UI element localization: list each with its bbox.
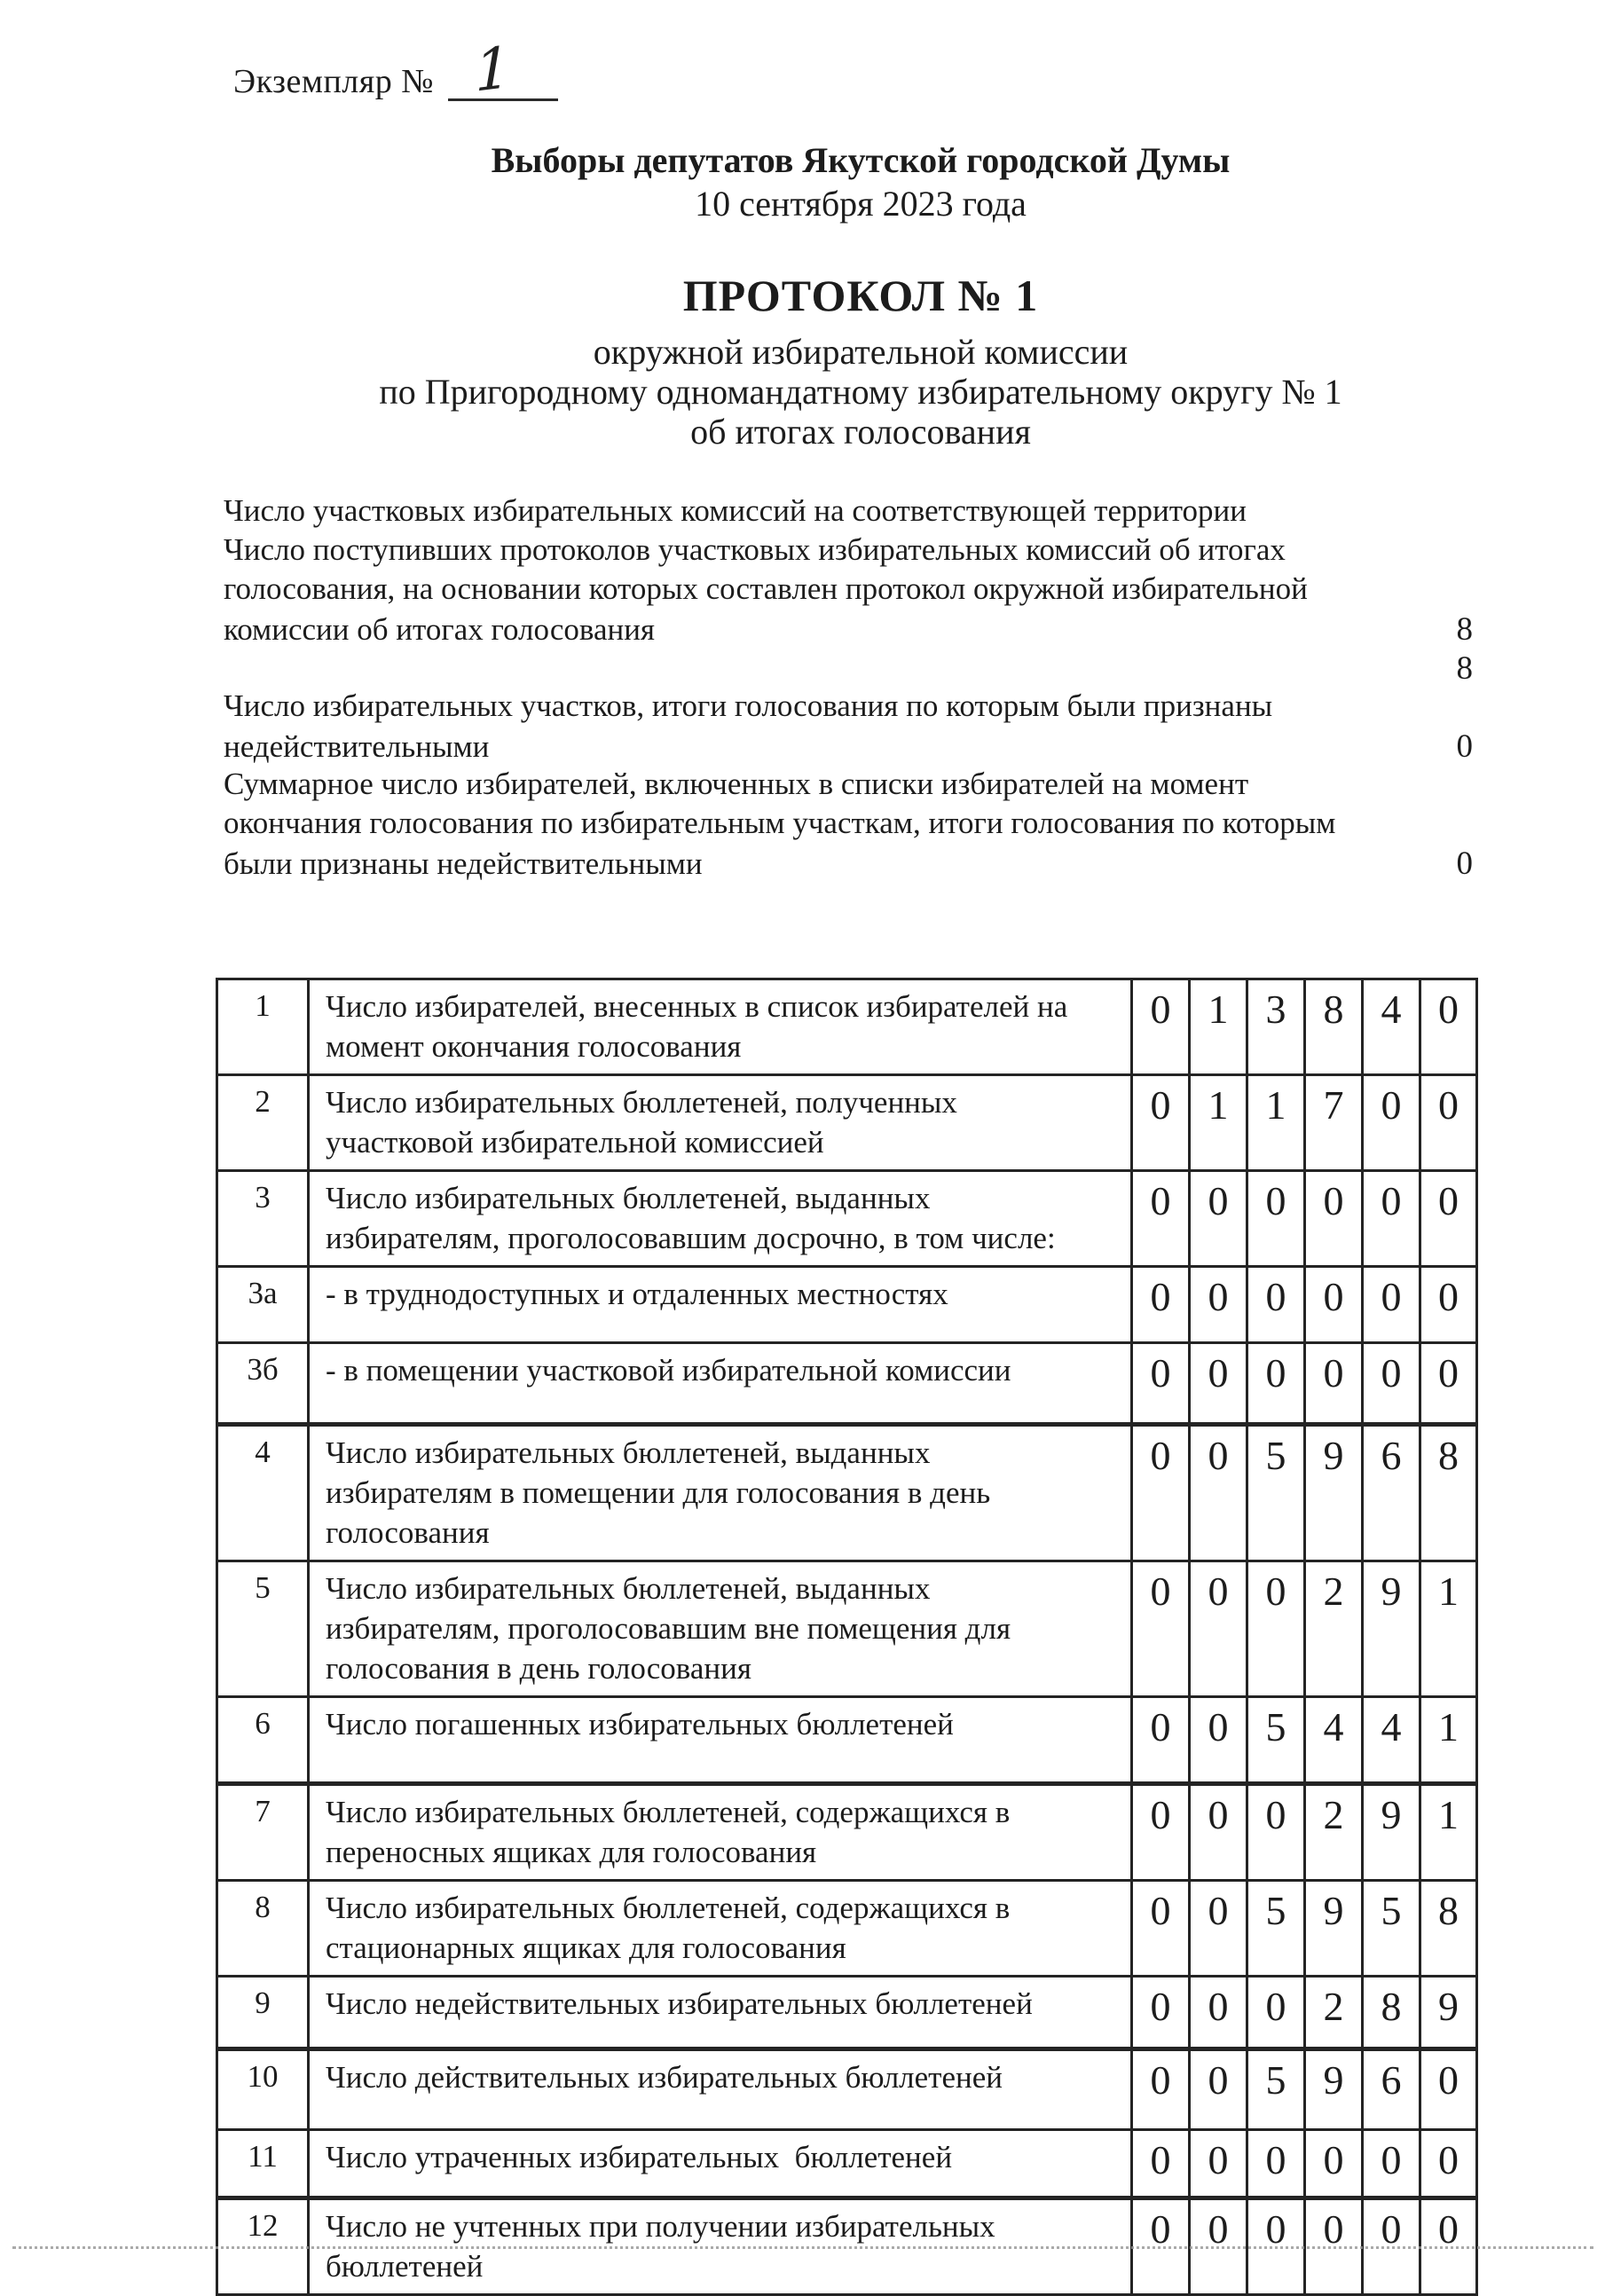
- digit-cell: 0: [1363, 2130, 1420, 2198]
- table-row: [217, 2049, 1477, 2130]
- table-row: [217, 1171, 1477, 1267]
- digit-cell: 5: [1247, 1425, 1305, 1561]
- intro-line: [224, 571, 1473, 610]
- intro-line-value: 8: [1456, 650, 1473, 687]
- digit-cell: 0: [1132, 1784, 1190, 1881]
- intro-line-text: окончания голосования по избирательным участкам, итоги голосования по которым: [224, 806, 1336, 840]
- digit-cell: 0: [1132, 1425, 1190, 1561]
- intro-line: [224, 493, 1473, 532]
- table-row: [217, 1561, 1477, 1697]
- digit-cell: 6: [1363, 1425, 1420, 1561]
- row-text-line: голосования в день голосования: [326, 1651, 751, 1686]
- election-date: 10 сентября 2023 года: [695, 184, 1027, 224]
- protocol-subtitle-commission: окружной избирательной комиссии: [593, 332, 1129, 372]
- row-text-cell: [309, 1784, 1132, 1881]
- digit-cell: 0: [1132, 1171, 1190, 1267]
- digit-cell: 0: [1247, 1977, 1305, 2049]
- scan-artifact-line: [12, 2246, 1593, 2249]
- digit-cell: 9: [1363, 1784, 1420, 1881]
- row-number-cell: 6: [217, 1697, 309, 1784]
- protocol-subtitle-results: об итогах голосования: [690, 412, 1031, 452]
- row-number-cell: 3б: [217, 1343, 309, 1425]
- digit-cell: 0: [1247, 2130, 1305, 2198]
- table-row: [217, 1881, 1477, 1977]
- intro-line-value: 8: [1456, 611, 1473, 648]
- row-number-cell: 7: [217, 1784, 309, 1881]
- digit-cell: 0: [1132, 1267, 1190, 1343]
- digit-cell: 5: [1363, 1881, 1420, 1977]
- row-text-line: участковой избирательной комиссией: [326, 1125, 824, 1160]
- digit-cell: 0: [1247, 1561, 1305, 1697]
- results-table-body: [217, 979, 1477, 2295]
- intro-line: [224, 610, 1473, 649]
- row-number-cell: 1: [217, 979, 309, 1075]
- intro-line-text: Суммарное число избирателей, включенных в списки избирателей на момент: [224, 767, 1249, 801]
- digit-cell: 2: [1305, 1561, 1363, 1697]
- table-row: [217, 1425, 1477, 1561]
- digit-cell: 0: [1132, 1343, 1190, 1425]
- exemplar-number-handwritten: 1: [474, 35, 512, 106]
- digit-cell: 0: [1247, 1267, 1305, 1343]
- digit-cell: 5: [1247, 1697, 1305, 1784]
- digit-cell: 0: [1132, 2049, 1190, 2130]
- row-text-line: Число недействительных избирательных бюллетеней: [326, 1986, 1033, 2021]
- row-text-cell: [309, 1881, 1132, 1977]
- row-text-cell: [309, 1267, 1132, 1343]
- digit-cell: 0: [1190, 1697, 1247, 1784]
- digit-cell: 0: [1363, 1075, 1420, 1171]
- row-text-line: Число погашенных избирательных бюллетеней: [326, 1707, 954, 1742]
- row-text-cell: [309, 1075, 1132, 1171]
- digit-cell: 4: [1363, 979, 1420, 1075]
- digit-cell: 0: [1305, 1267, 1363, 1343]
- row-number-cell: 5: [217, 1561, 309, 1697]
- table-row: [217, 979, 1477, 1075]
- intro-summary: [224, 493, 1473, 884]
- digit-cell: 0: [1247, 1343, 1305, 1425]
- row-text-cell: [309, 1425, 1132, 1561]
- digit-cell: 0: [1363, 1171, 1420, 1267]
- digit-cell: 9: [1305, 2049, 1363, 2130]
- digit-cell: 0: [1190, 1171, 1247, 1267]
- digit-cell: 1: [1420, 1784, 1477, 1881]
- exemplar-row: [233, 35, 558, 106]
- digit-cell: 0: [1305, 2130, 1363, 2198]
- digit-cell: 0: [1190, 1977, 1247, 2049]
- digit-cell: 0: [1132, 1561, 1190, 1697]
- digit-cell: 8: [1305, 979, 1363, 1075]
- row-number-cell: 3а: [217, 1267, 309, 1343]
- digit-cell: 9: [1305, 1881, 1363, 1977]
- exemplar-underline: [448, 35, 558, 106]
- table-row: [217, 2130, 1477, 2198]
- row-text-line: Число избирателей, внесенных в список избирателей на: [326, 989, 1068, 1024]
- intro-line-text: Число поступивших протоколов участковых избирательных комиссий об итогах: [224, 532, 1286, 567]
- digit-cell: 0: [1420, 1075, 1477, 1171]
- digit-cell: 2: [1305, 1784, 1363, 1881]
- digit-cell: 8: [1420, 1881, 1477, 1977]
- row-text-line: голосования: [326, 1515, 490, 1550]
- table-row: [217, 1267, 1477, 1343]
- digit-cell: 0: [1190, 1881, 1247, 1977]
- table-row: [217, 1075, 1477, 1171]
- digit-cell: 0: [1420, 1267, 1477, 1343]
- row-text-line: Число избирательных бюллетеней, содержащихся в: [326, 1795, 1011, 1829]
- digit-cell: 3: [1247, 979, 1305, 1075]
- row-text-line: избирателям в помещении для голосования в день: [326, 1475, 991, 1510]
- row-number-cell: 10: [217, 2049, 309, 2130]
- intro-line: [224, 767, 1473, 806]
- digit-cell: 0: [1132, 1881, 1190, 1977]
- digit-cell: 0: [1420, 2130, 1477, 2198]
- digit-cell: 0: [1190, 2130, 1247, 2198]
- intro-line-text: Число избирательных участков, итоги голосования по которым были признаны: [224, 688, 1273, 723]
- intro-line-text: недействительными: [224, 729, 490, 764]
- digit-cell: 0: [1132, 1977, 1190, 2049]
- row-text-cell: [309, 979, 1132, 1075]
- digit-cell: 0: [1190, 1784, 1247, 1881]
- digit-cell: 0: [1420, 2198, 1477, 2295]
- row-text-cell: [309, 1343, 1132, 1425]
- intro-line-text: были признаны недействительными: [224, 846, 703, 881]
- digit-cell: 2: [1305, 1977, 1363, 2049]
- table-row: [217, 1343, 1477, 1425]
- row-number-cell: 11: [217, 2130, 309, 2198]
- digit-cell: 0: [1190, 1561, 1247, 1697]
- table-row: [217, 1697, 1477, 1784]
- row-text-line: - в труднодоступных и отдаленных местностях: [326, 1277, 948, 1311]
- row-text-line: стационарных ящиках для голосования: [326, 1930, 846, 1965]
- digit-cell: 0: [1190, 1267, 1247, 1343]
- row-number-cell: 8: [217, 1881, 309, 1977]
- digit-cell: 1: [1247, 1075, 1305, 1171]
- row-text-line: Число утраченных избирательных бюллетеней: [326, 2140, 953, 2174]
- digit-cell: 0: [1363, 1267, 1420, 1343]
- digit-cell: 0: [1420, 1171, 1477, 1267]
- digit-cell: 0: [1132, 2198, 1190, 2295]
- row-text-cell: [309, 1561, 1132, 1697]
- digit-cell: 9: [1305, 1425, 1363, 1561]
- intro-line: [224, 649, 1473, 688]
- digit-cell: 9: [1420, 1977, 1477, 2049]
- digit-cell: 8: [1363, 1977, 1420, 2049]
- digit-cell: 0: [1132, 1075, 1190, 1171]
- row-text-line: избирателям, проголосовавшим вне помещения для: [326, 1611, 1011, 1646]
- digit-cell: 4: [1305, 1697, 1363, 1784]
- digit-cell: 1: [1420, 1561, 1477, 1697]
- digit-cell: 6: [1363, 2049, 1420, 2130]
- row-text-line: Число избирательных бюллетеней, полученных: [326, 1085, 957, 1120]
- row-text-line: Число избирательных бюллетеней, выданных: [326, 1181, 931, 1215]
- digit-cell: 7: [1305, 1075, 1363, 1171]
- row-number-cell: 12: [217, 2198, 309, 2295]
- digit-cell: 5: [1247, 1881, 1305, 1977]
- election-title: Выборы депутатов Якутской городской Думы: [491, 140, 1231, 180]
- digit-cell: 0: [1420, 1343, 1477, 1425]
- digit-cell: 0: [1305, 2198, 1363, 2295]
- digit-cell: 1: [1420, 1697, 1477, 1784]
- row-number-cell: 9: [217, 1977, 309, 2049]
- digit-cell: 0: [1305, 1171, 1363, 1267]
- digit-cell: 0: [1190, 1425, 1247, 1561]
- digit-cell: 8: [1420, 1425, 1477, 1561]
- row-number-cell: 2: [217, 1075, 309, 1171]
- digit-cell: 0: [1132, 1697, 1190, 1784]
- intro-line: [224, 806, 1473, 845]
- intro-line-value: 0: [1456, 728, 1473, 765]
- digit-cell: 1: [1190, 979, 1247, 1075]
- row-text-line: Число не учтенных при получении избирательных: [326, 2209, 995, 2244]
- digit-cell: 0: [1247, 1171, 1305, 1267]
- row-text-cell: [309, 2130, 1132, 2198]
- digit-cell: 0: [1305, 1343, 1363, 1425]
- row-text-line: бюллетеней: [326, 2249, 484, 2284]
- protocol-subtitle-district: по Пригородному одномандатному избирательному округу № 1: [379, 372, 1342, 412]
- digit-cell: 0: [1132, 979, 1190, 1075]
- digit-cell: 0: [1363, 2198, 1420, 2295]
- digit-cell: 0: [1363, 1343, 1420, 1425]
- title-block: [115, 138, 1605, 452]
- row-text-line: избирателям, проголосовавшим досрочно, в том числе:: [326, 1221, 1056, 1255]
- row-text-cell: [309, 1697, 1132, 1784]
- digit-cell: 0: [1247, 2198, 1305, 2295]
- digit-cell: 0: [1190, 2198, 1247, 2295]
- digit-cell: 9: [1363, 1561, 1420, 1697]
- digit-cell: 0: [1132, 2130, 1190, 2198]
- table-row: [217, 1784, 1477, 1881]
- row-text-line: Число избирательных бюллетеней, содержащихся в: [326, 1891, 1011, 1925]
- row-text-line: Число действительных избирательных бюллетеней: [326, 2060, 1003, 2095]
- digit-cell: 0: [1190, 2049, 1247, 2130]
- row-text-cell: [309, 1171, 1132, 1267]
- row-text-line: переносных ящиках для голосования: [326, 1835, 817, 1869]
- row-text-line: момент окончания голосования: [326, 1029, 742, 1064]
- results-table: [216, 978, 1478, 2296]
- digit-cell: 0: [1247, 1784, 1305, 1881]
- table-row: [217, 1977, 1477, 2049]
- row-text-line: - в помещении участковой избирательной комиссии: [326, 1353, 1011, 1388]
- exemplar-label: Экземпляр №: [233, 63, 435, 100]
- intro-line-text: комиссии об итогах голосования: [224, 612, 656, 647]
- intro-line: [224, 532, 1473, 571]
- row-text-line: Число избирательных бюллетеней, выданных: [326, 1435, 931, 1470]
- row-number-cell: 4: [217, 1425, 309, 1561]
- row-text-cell: [309, 1977, 1132, 2049]
- intro-line-text: голосования, на основании которых составлен протокол окружной избирательной: [224, 571, 1308, 606]
- intro-line: [224, 688, 1473, 727]
- digit-cell: 0: [1420, 979, 1477, 1075]
- intro-line-text: Число участковых избирательных комиссий на соответствующей территории: [224, 493, 1247, 528]
- intro-line: [224, 727, 1473, 767]
- digit-cell: 1: [1190, 1075, 1247, 1171]
- protocol-title: ПРОТОКОЛ № 1: [682, 271, 1039, 320]
- intro-line-value: 0: [1456, 845, 1473, 882]
- row-number-cell: 3: [217, 1171, 309, 1267]
- intro-line: [224, 845, 1473, 884]
- row-text-line: Число избирательных бюллетеней, выданных: [326, 1571, 931, 1606]
- digit-cell: 0: [1420, 2049, 1477, 2130]
- row-text-cell: [309, 2049, 1132, 2130]
- digit-cell: 0: [1190, 1343, 1247, 1425]
- digit-cell: 4: [1363, 1697, 1420, 1784]
- digit-cell: 5: [1247, 2049, 1305, 2130]
